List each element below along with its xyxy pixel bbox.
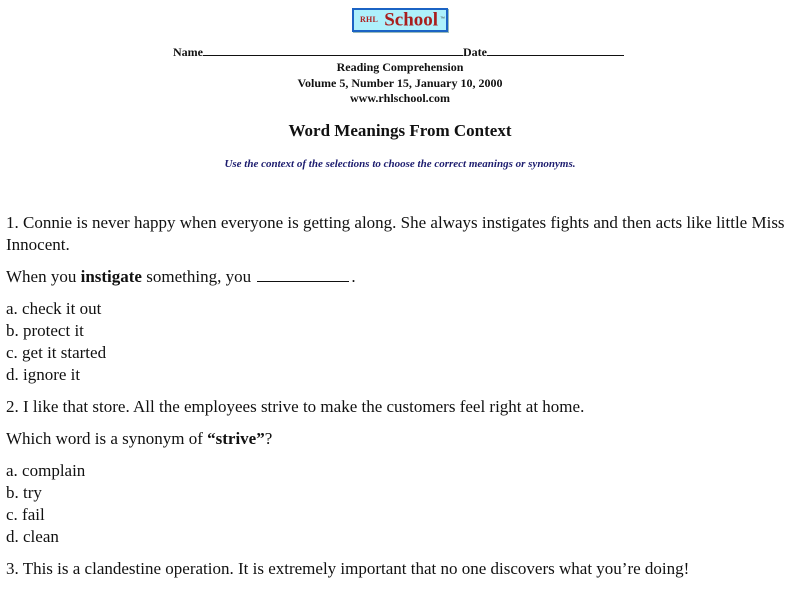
question-2-prompt (6, 428, 796, 450)
answer-blank[interactable] (257, 267, 349, 282)
subject-heading: Reading Comprehension (336, 60, 464, 74)
question-3-passage (6, 558, 796, 580)
name-field-line[interactable] (203, 45, 463, 56)
choice-b[interactable]: b. try (6, 483, 42, 502)
question-number: 1. (6, 213, 19, 232)
question-1-prompt (6, 266, 796, 288)
prompt-end: . (351, 267, 356, 286)
question-2-passage (6, 396, 796, 418)
date-field-line[interactable] (487, 45, 624, 56)
logo-container (0, 8, 800, 32)
prompt-text: ? (264, 429, 273, 448)
choice-c[interactable]: c. get it started (6, 343, 107, 362)
question-2-choices (6, 460, 796, 548)
question-1 (6, 212, 796, 386)
prompt-text: something, you (141, 267, 252, 286)
name-date-row (173, 45, 624, 60)
prompt-text: When you (6, 267, 81, 286)
choice-c[interactable]: c. fail (6, 505, 45, 524)
questions-section (6, 212, 796, 590)
question-number: 3. (6, 559, 19, 578)
prompt-text: Which word is a synonym of (6, 429, 208, 448)
prompt-keyword: “strive” (207, 429, 265, 448)
choice-a[interactable]: a. complain (6, 461, 86, 480)
rhl-school-logo (352, 8, 448, 32)
name-label: Name (173, 45, 203, 59)
worksheet-title: Word Meanings From Context (288, 121, 512, 140)
issue-info: Volume 5, Number 15, January 10, 2000 (297, 76, 503, 90)
trademark-icon: ™ (440, 16, 446, 22)
question-1-passage (6, 212, 796, 256)
logo-name: School (384, 9, 439, 31)
question-2 (6, 396, 796, 548)
choice-b[interactable]: b. protect it (6, 321, 84, 340)
passage-text: This is a clandestine operation. It is extremely important that no one discovers what you’re doing! (22, 559, 690, 578)
website-url: www.rhlschool.com (350, 91, 450, 105)
choice-d[interactable]: d. clean (6, 527, 59, 546)
passage-text: Connie is never happy when everyone is getting along. She always instigates fights and then acts like little Miss Innocent. (6, 213, 785, 254)
worksheet-instructions: Use the context of the selections to choose the correct meanings or synonyms. (224, 158, 576, 170)
date-label: Date (463, 45, 487, 59)
prompt-keyword: instigate (80, 267, 142, 286)
question-3 (6, 558, 796, 580)
passage-text: I like that store. All the employees strive to make the customers feel right at home. (23, 397, 585, 416)
choice-d[interactable]: d. ignore it (6, 365, 81, 384)
logo-prefix: RHL (359, 15, 379, 25)
choice-a[interactable]: a. check it out (6, 299, 102, 318)
question-1-choices (6, 298, 796, 386)
question-number: 2. (6, 397, 19, 416)
